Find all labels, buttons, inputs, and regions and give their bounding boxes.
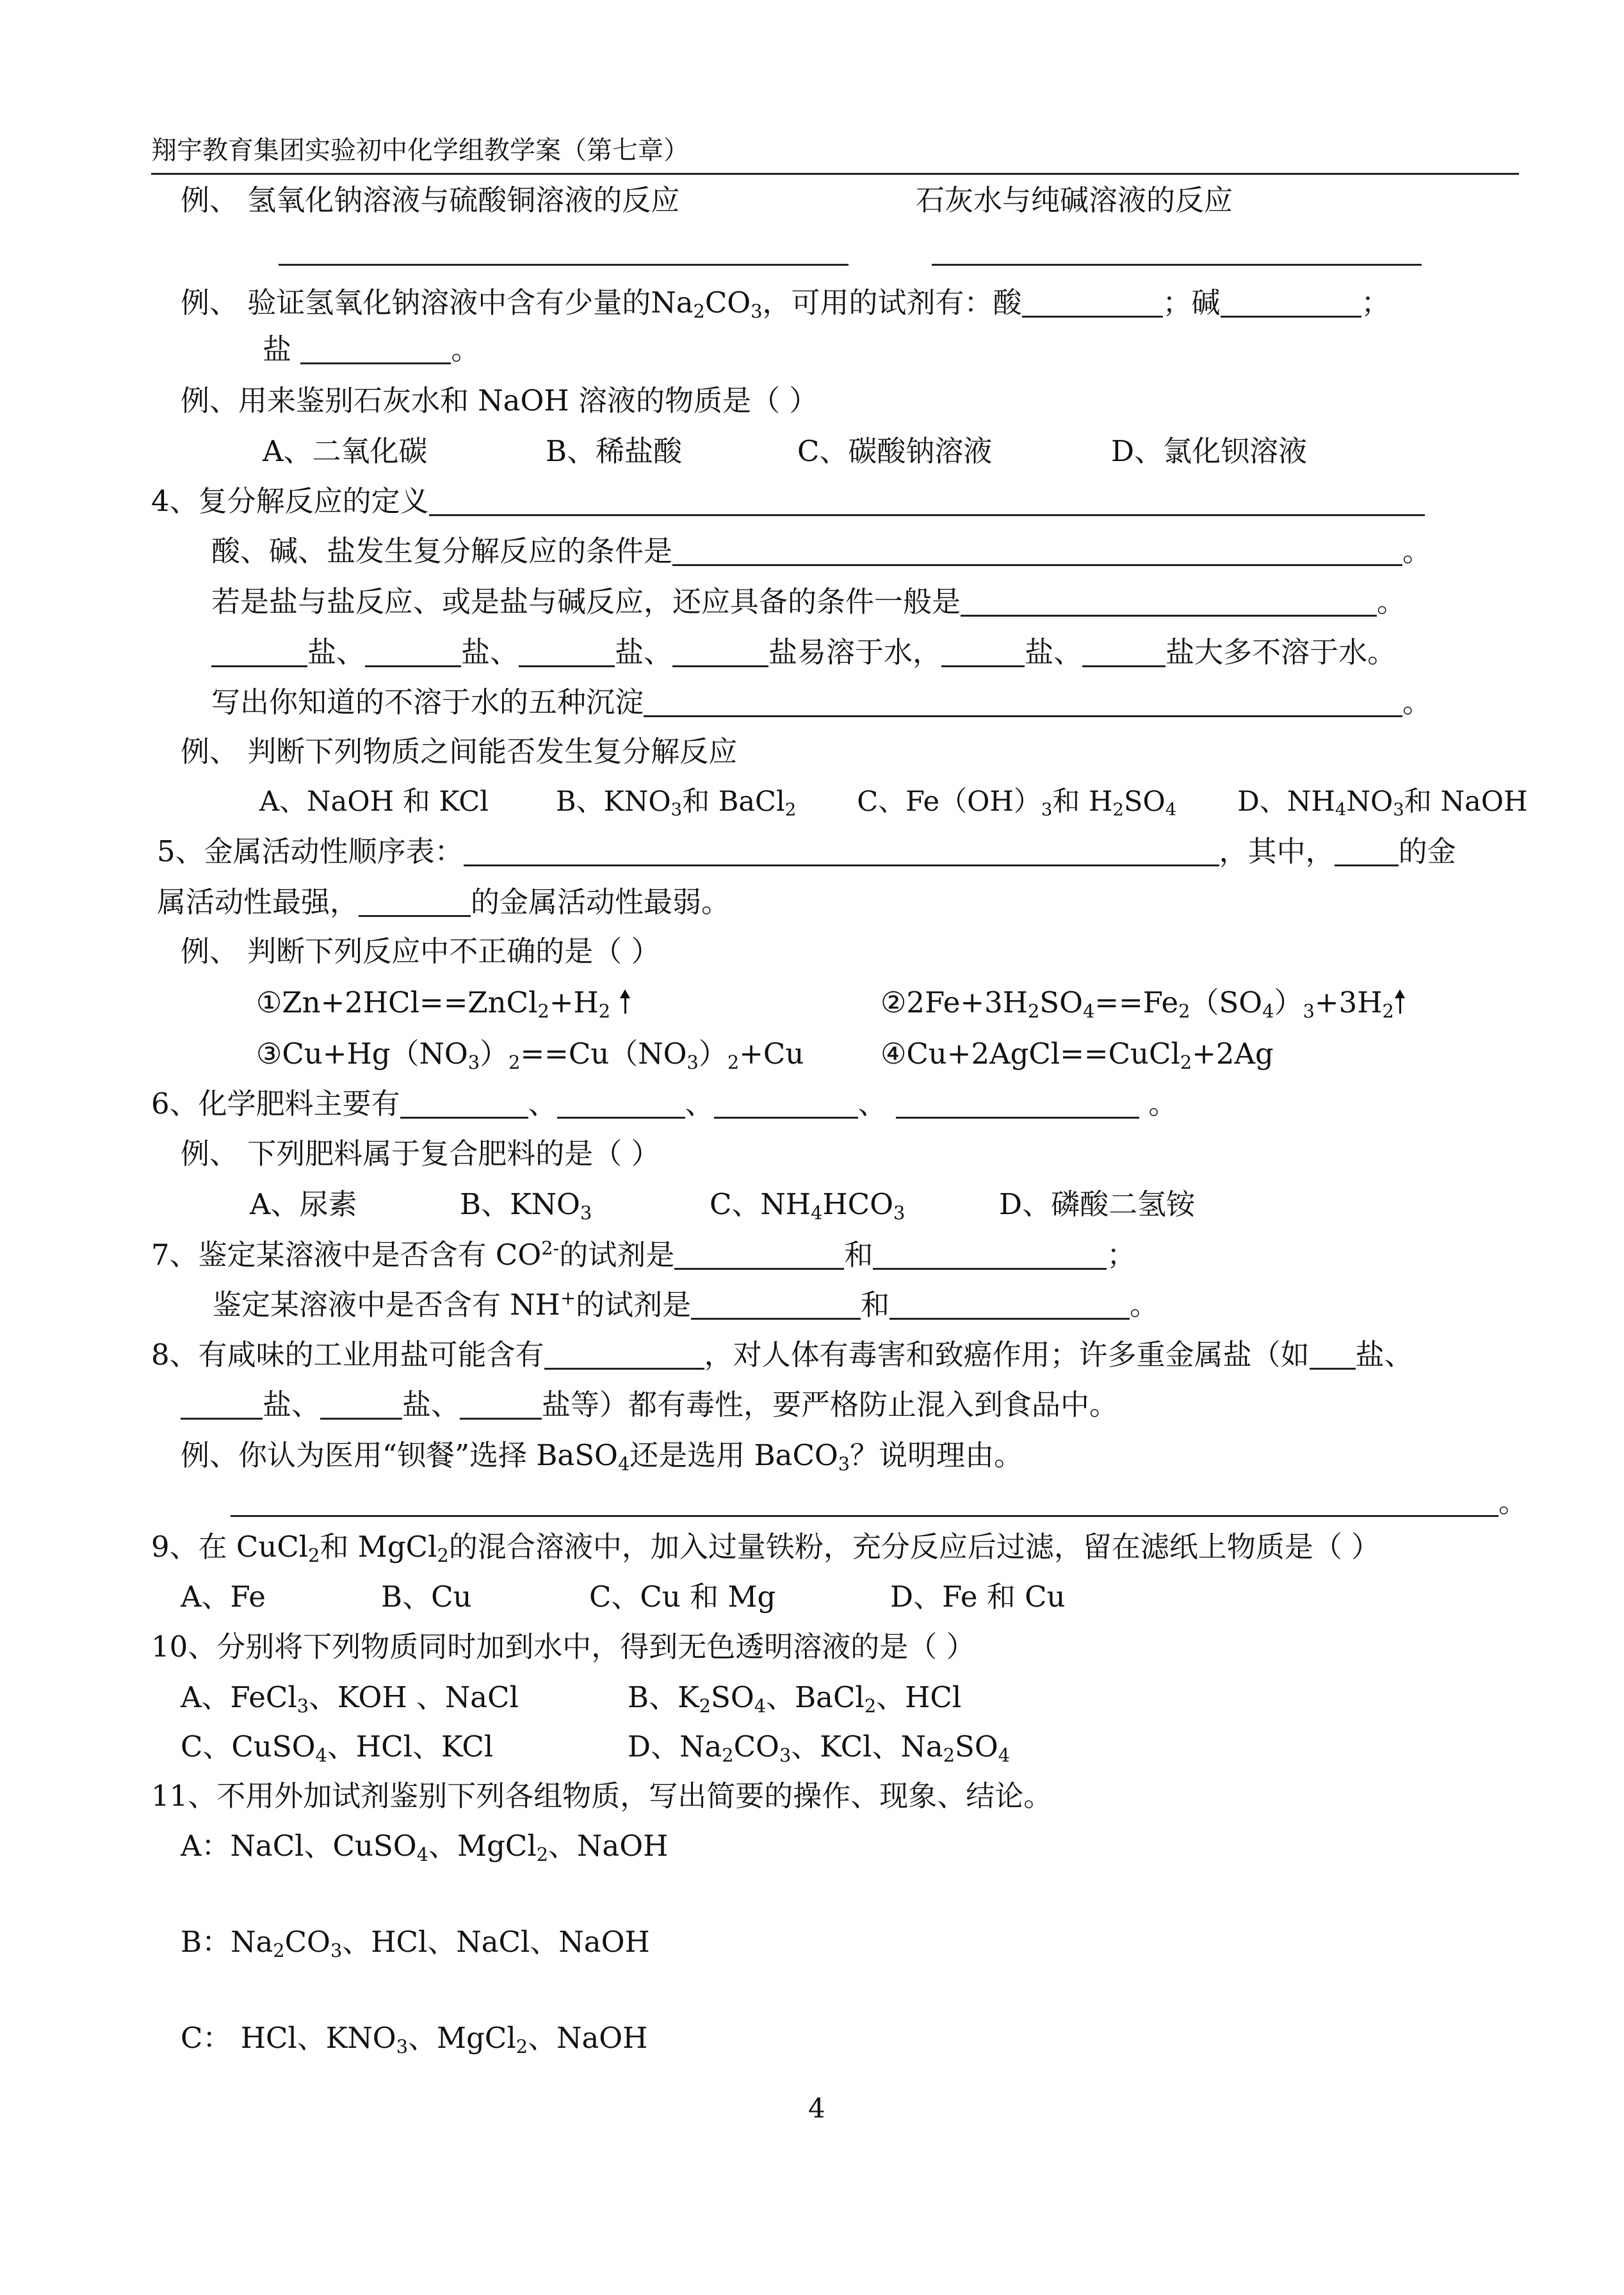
- page-header: 翔宇教育集团实验初中化学组教学案（第七章）: [151, 136, 689, 165]
- item-10-option-c: C、CuSO$_4$、HCl、KCl: [181, 1730, 494, 1767]
- answer-blank[interactable]: [691, 1287, 861, 1320]
- item-11-identify: 11、不用外加试剂鉴别下列各组物质，写出简要的操作、现象、结论。: [151, 1779, 1053, 1813]
- option-c: C、碳酸钠溶液: [797, 434, 993, 468]
- answer-blank[interactable]: [400, 1086, 528, 1119]
- barium-meal-answer: 。: [231, 1484, 1527, 1520]
- option-d: D、氯化钡溶液: [1111, 434, 1308, 468]
- answer-blank[interactable]: [889, 1287, 1130, 1320]
- reaction-2: $②2Fe+3H_2SO_4==Fe_2(SO_4)_3+3H_2$: [881, 985, 1406, 1021]
- answer-blank[interactable]: [1082, 635, 1165, 667]
- option-a: A、二氧化碳: [263, 434, 428, 468]
- answer-blank[interactable]: [1221, 285, 1361, 318]
- answer-blank[interactable]: [300, 332, 451, 364]
- answer-blank[interactable]: [211, 635, 307, 667]
- example-double-decomposition: 例、 判断下列物质之间能否发生复分解反应: [181, 734, 738, 768]
- answer-blank[interactable]: [557, 1086, 685, 1119]
- answer-blank[interactable]: [464, 834, 1219, 866]
- gas-arrow-icon: [1394, 989, 1406, 1015]
- answer-blank[interactable]: [359, 884, 471, 917]
- item-4-salt-condition: 若是盐与盐反应、或是盐与碱反应，还应具备的条件一般是 。: [211, 585, 1406, 619]
- answer-blank[interactable]: [932, 264, 1422, 266]
- item-5-activity-series: 5、金属活动性顺序表： ，其中， 的金: [157, 834, 1456, 868]
- item-7-carbonate-test: 7、鉴定某溶液中是否含有 $CO^{2-}$的试剂是 和 ；: [151, 1237, 1136, 1272]
- answer-blank[interactable]: [460, 1387, 542, 1420]
- answer-blank[interactable]: [1310, 1337, 1356, 1370]
- example-limewater-soda: 石灰水与纯碱溶液的反应: [916, 183, 1233, 217]
- item-4-solubility: 盐、 盐、 盐、 盐易溶于水， 盐、 盐大多不溶于水。: [211, 635, 1396, 670]
- answer-blank[interactable]: [1335, 834, 1399, 866]
- answer-blank[interactable]: [672, 533, 1402, 566]
- answer-blank[interactable]: [181, 1387, 263, 1420]
- example-verify-na2co3: 例、 验证氢氧化钠溶液中含有少量的$Na_2CO_3$，可用的试剂有：酸 ；碱 ；: [181, 286, 1390, 323]
- item-10-option-b: B、$K_2SO_4$、BaCl$_2$、HCl: [628, 1680, 962, 1717]
- answer-blank[interactable]: [941, 635, 1025, 667]
- answer-blank[interactable]: [873, 1237, 1107, 1270]
- answer-blank[interactable]: [544, 1337, 704, 1370]
- fertilizer-option-a: A、尿素: [250, 1187, 357, 1221]
- fertilizer-option-d: D、磷酸二氢铵: [999, 1187, 1196, 1221]
- item-9-option-c: C、Cu 和 Mg: [589, 1580, 776, 1614]
- item-11-group-b: B：$Na_2CO_3$、HCl、NaCl、NaOH: [181, 1925, 650, 1962]
- example-naoh-cuso4: 例、 氢氧化钠溶液与硫酸铜溶液的反应: [181, 183, 680, 217]
- item-10-option-a: A、FeCl$_3$、KOH 、NaCl: [181, 1680, 519, 1717]
- option-b: B、稀盐酸: [546, 434, 683, 468]
- item-5-activity-weakest: 属活动性最强， 的金属活动性最弱。: [157, 885, 731, 919]
- item-8-heavy-metals: 盐、 盐、 盐等）都有毒性，要严格防止混入到食品中。: [181, 1387, 1118, 1423]
- page-number: 4: [808, 2093, 825, 2124]
- answer-blank[interactable]: [231, 1484, 1498, 1517]
- answer-blank[interactable]: [1022, 285, 1163, 318]
- answer-blank[interactable]: [644, 685, 1402, 717]
- reaction-1: $①Zn+2HCl==ZnCl_2+H_2$: [256, 985, 631, 1021]
- answer-blank[interactable]: [365, 635, 461, 667]
- double-decomposition-options: A、NaOH 和 KCl B、$KNO_3$和 BaCl$_2$ C、$Fe(OH)_3$和 $H_2SO_4$ D、$NH_4NO_3$和 NaOH: [259, 786, 1528, 820]
- answer-blank[interactable]: [674, 1237, 844, 1270]
- item-11-group-c: C： HCl、$KNO_3$、MgCl$_2$、NaOH: [181, 2021, 648, 2058]
- item-11-group-a: A：NaCl、CuSO$_4$、MgCl$_2$、NaOH: [181, 1829, 669, 1866]
- item-10-option-d: D、$Na_2CO_3$、KCl、$Na_2SO_4$: [628, 1730, 1011, 1767]
- item-10-colorless-solution: 10、分别将下列物质同时加到水中，得到无色透明溶液的是（ ）: [151, 1630, 975, 1664]
- answer-blank[interactable]: [429, 483, 1425, 516]
- item-6-fertilizers: 6、化学肥料主要有 、 、 、 。: [151, 1087, 1178, 1121]
- answer-blank[interactable]: [672, 635, 768, 667]
- salt-reagent-line: 盐 。: [263, 332, 480, 366]
- item-9-option-d: D、Fe 和 Cu: [890, 1580, 1066, 1614]
- answer-blank[interactable]: [519, 635, 615, 667]
- header-rule: [151, 173, 1519, 175]
- reaction-4: ④Cu+2AgCl==CuCl$_2$+2Ag: [881, 1037, 1274, 1074]
- answer-blank[interactable]: [279, 264, 849, 266]
- answer-blank[interactable]: [714, 1086, 858, 1119]
- example-distinguish-limewater-naoh: 例、用来鉴别石灰水和 NaOH 溶液的物质是（ ）: [181, 384, 818, 418]
- item-9-iron-powder: 9、在 CuCl$_2$和 MgCl$_2$的混合溶液中，加入过量铁粉，充分反应后过滤，留在滤纸上物质是（ ）: [151, 1530, 1381, 1567]
- item-9-option-a: A、Fe: [181, 1580, 266, 1614]
- gas-arrow-icon: [619, 989, 631, 1015]
- item-4-precipitates: 写出你知道的不溶于水的五种沉淀 。: [211, 685, 1432, 719]
- fertilizer-option-b: B、$KNO_3$: [460, 1187, 592, 1224]
- example-compound-fertilizer: 例、 下列肥料属于复合肥料的是（ ）: [181, 1137, 660, 1171]
- reaction-3: $③Cu+Hg(NO_3)_2==Cu(NO_3)_2+Cu$: [256, 1037, 804, 1074]
- answer-blank[interactable]: [961, 584, 1377, 617]
- answer-blank[interactable]: [320, 1387, 402, 1420]
- item-4-definition: 4、复分解反应的定义: [151, 483, 1425, 519]
- item-4-condition: 酸、碱、盐发生复分解反应的条件是 。: [211, 534, 1432, 568]
- example-barium-meal: 例、你认为医用“钡餐”选择 BaSO$_4$还是选用 BaCO$_3$？说明理由。: [181, 1438, 1023, 1475]
- item-7-ammonium-test: 鉴定某溶液中是否含有 NH+的试剂是 和 。: [213, 1287, 1159, 1322]
- item-8-industrial-salt: 8、有咸味的工业用盐可能含有 ，对人体有毒害和致癌作用；许多重金属盐（如 盐、: [151, 1338, 1413, 1372]
- fertilizer-option-c: C、$NH_4HCO_3$: [710, 1187, 905, 1224]
- example-incorrect-reaction: 例、 判断下列反应中不正确的是（ ）: [181, 934, 660, 968]
- answer-blank[interactable]: [896, 1086, 1139, 1119]
- item-9-option-b: B、Cu: [381, 1580, 472, 1614]
